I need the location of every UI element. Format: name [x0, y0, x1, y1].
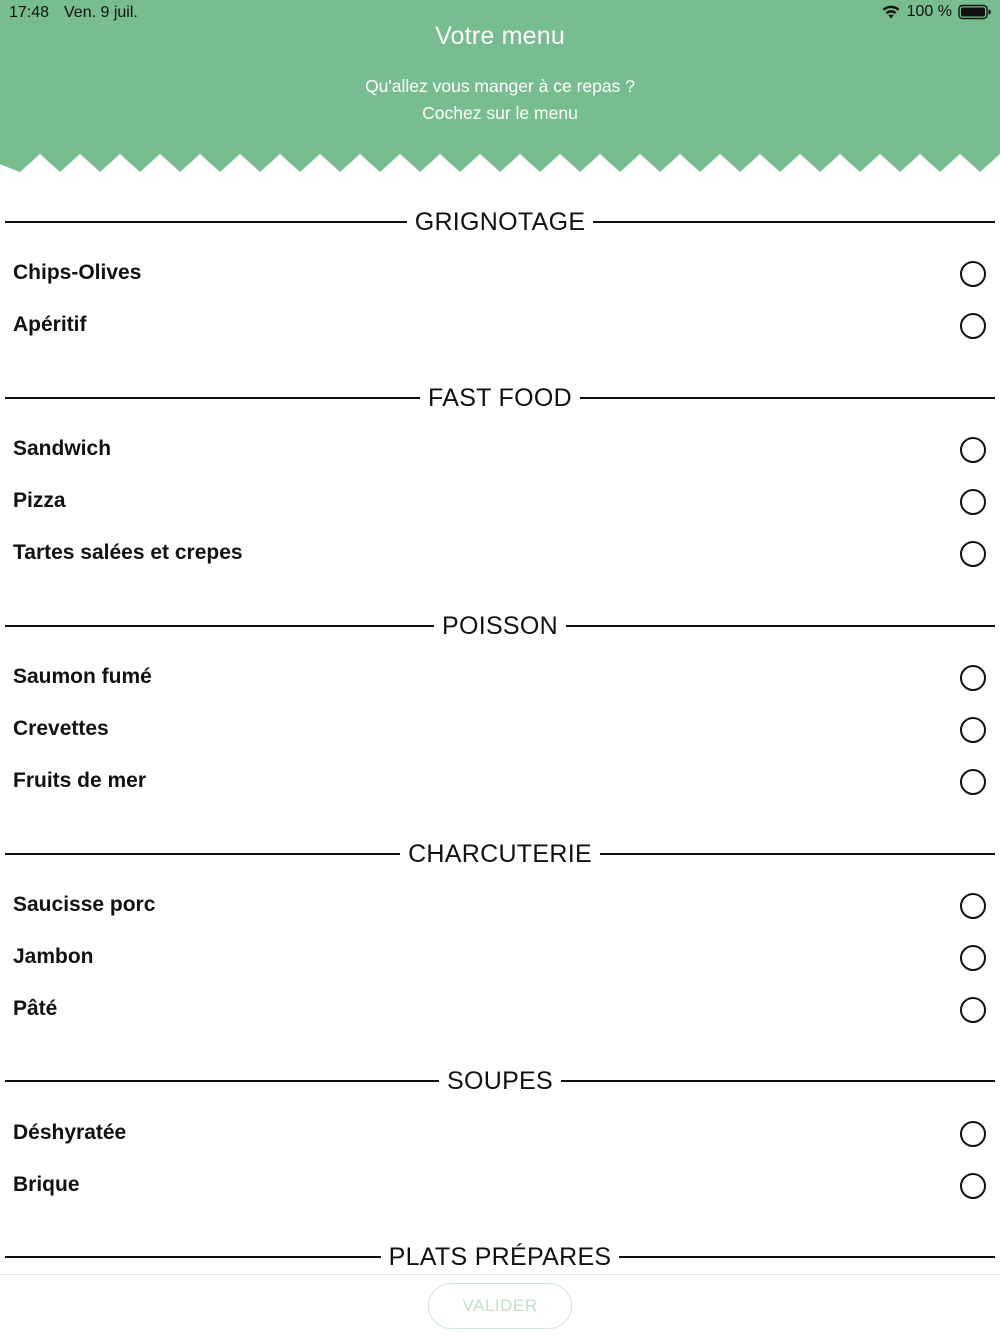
radio-button[interactable] [960, 437, 986, 463]
menu-item-saucisse-porc[interactable] [0, 881, 1000, 933]
footer-bar [0, 1274, 1000, 1334]
radio-button[interactable] [960, 945, 986, 971]
menu-item-chips-olives[interactable] [0, 249, 1000, 301]
divider-line [600, 853, 995, 855]
section-title: FAST FOOD [428, 383, 572, 412]
section-header-charcuterie [5, 836, 995, 872]
divider-line [561, 1080, 995, 1082]
menu-item-crevettes[interactable] [0, 705, 1000, 757]
divider-line [619, 1256, 995, 1258]
menu-item-label: Brique [13, 1173, 80, 1196]
subtitle-question: Qu'allez vous manger à ce repas ? [365, 76, 635, 96]
radio-button[interactable] [960, 541, 986, 567]
section-header-plats-prepares [5, 1239, 995, 1274]
menu-item-label: Tartes salées et crepes [13, 541, 243, 564]
section-title: SOUPES [447, 1066, 553, 1095]
radio-button[interactable] [960, 1173, 986, 1199]
status-time: 17:48 [9, 4, 50, 21]
menu-item-label: Déshyratée [13, 1121, 127, 1144]
menu-item-aperitif[interactable] [0, 301, 1000, 353]
section-title: POISSON [441, 611, 559, 640]
battery-icon [958, 4, 992, 20]
wifi-icon [881, 4, 901, 20]
menu-item-label: Saucisse porc [13, 893, 156, 916]
menu-item-label: Sandwich [13, 437, 112, 460]
menu-item-sandwich[interactable] [0, 425, 1000, 477]
validate-button[interactable]: VALIDER [428, 1283, 572, 1329]
menu-item-label: Pizza [13, 489, 66, 512]
menu-item-tartes-salees[interactable] [0, 529, 1000, 581]
section-header-soupes [5, 1063, 995, 1099]
divider-line [566, 625, 995, 627]
menu-item-label: Saumon fumé [13, 665, 152, 688]
menu-item-fruits-de-mer[interactable] [0, 757, 1000, 809]
divider-line [5, 397, 420, 399]
divider-line [5, 625, 434, 627]
menu-item-saumon-fume[interactable] [0, 653, 1000, 705]
section-title: CHARCUTERIE [408, 839, 592, 868]
radio-button[interactable] [960, 313, 986, 339]
divider-line [593, 221, 995, 223]
menu-item-label: Fruits de mer [13, 769, 147, 792]
zigzag-edge [0, 150, 1000, 176]
menu-item-label: Crevettes [13, 717, 109, 740]
menu-item-pizza[interactable] [0, 477, 1000, 529]
radio-button[interactable] [960, 1121, 986, 1147]
menu-item-deshyratee[interactable] [0, 1109, 1000, 1161]
status-indicators [881, 3, 992, 21]
menu-item-label: Jambon [13, 945, 94, 968]
radio-button[interactable] [960, 893, 986, 919]
battery-percent: 100 % [906, 3, 952, 20]
menu-item-label: Pâté [13, 997, 58, 1020]
section-header-grignotage [5, 204, 995, 240]
radio-button[interactable] [960, 717, 986, 743]
page-title: Votre menu [435, 22, 565, 50]
radio-button[interactable] [960, 997, 986, 1023]
menu-item-label: Chips-Olives [13, 261, 142, 284]
section-header-fast-food [5, 380, 995, 416]
subtitle-instruction: Cochez sur le menu [422, 103, 578, 123]
divider-line [5, 221, 407, 223]
radio-button[interactable] [960, 489, 986, 515]
radio-button[interactable] [960, 769, 986, 795]
section-header-poisson [5, 608, 995, 644]
menu-item-jambon[interactable] [0, 933, 1000, 985]
divider-line [5, 853, 400, 855]
menu-item-brique[interactable] [0, 1161, 1000, 1213]
status-date: Ven. 9 juil. [64, 4, 138, 21]
radio-button[interactable] [960, 665, 986, 691]
section-title: GRIGNOTAGE [414, 207, 586, 236]
menu-list[interactable] [0, 176, 1000, 1274]
menu-item-label: Apéritif [13, 313, 87, 336]
zigzag-shape [0, 154, 1000, 176]
radio-button[interactable] [960, 261, 986, 287]
divider-line [580, 397, 995, 399]
section-title: PLATS PRÉPARES [388, 1242, 612, 1271]
divider-line [5, 1256, 381, 1258]
divider-line [5, 1080, 439, 1082]
menu-item-pate[interactable] [0, 985, 1000, 1037]
